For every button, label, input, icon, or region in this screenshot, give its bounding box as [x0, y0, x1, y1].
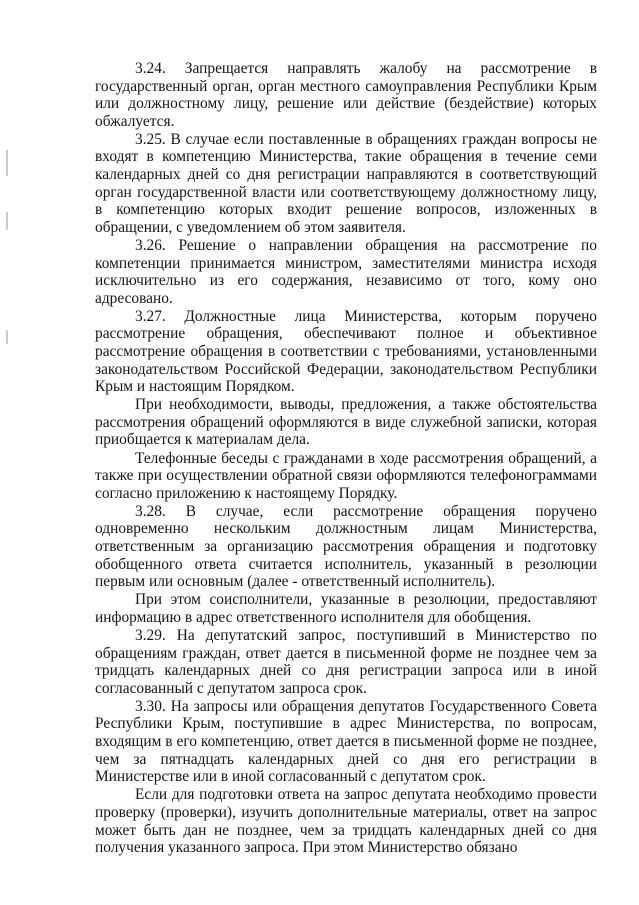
paragraph-3-25: 3.25. В случае если поставленные в обращениях граждан вопросы не входят в компетенцию Министерства, такие обращения в течение семи календарных дней со дня регистрации направляются в соответствующий орган государственной власти или соответствующему должностному лицу, в компетенцию которых входит решение вопросов, изложенных в обращении, с уведомлением об этом заявителя. [95, 130, 597, 236]
paragraph-conclusions: При необходимости, выводы, предложения, а также обстоятельства рассмотрения обращений оформляются в виде служебной записки, которая приобщается к материалам дела. [95, 396, 597, 449]
paragraph-3-29: 3.29. На депутатский запрос, поступивший в Министерство по обращениям граждан, ответ дается в письменной форме не позднее чем за тридцать календарных дней со дня регистрации запроса или в иной согласованный с депутатом запроса срок. [95, 627, 597, 697]
scan-edge-mark [6, 212, 8, 230]
scan-edge-mark [6, 330, 8, 344]
paragraph-3-27: 3.27. Должностные лица Министерства, которым поручено рассмотрение обращения, обеспечивают полное и объективное рассмотрение обращения в соответствии с требованиями, установленными законодательством Российской Федерации, законодательством Республики Крым и настоящим Порядком. [95, 307, 597, 396]
paragraph-3-28: 3.28. В случае, если рассмотрение обращения поручено одновременно нескольким должностным лицам Министерства, ответственным за организацию рассмотрения обращения и подготовку обобщенного ответа считается исполнитель, указанный в резолюции первым или основным (далее - ответственный исполнитель). [95, 502, 597, 591]
paragraph-co-executors: При этом соисполнители, указанные в резолюции, предоставляют информацию в адрес ответственного исполнителя для обобщения. [95, 591, 597, 626]
document-body [95, 60, 597, 857]
paragraph-3-26: 3.26. Решение о направлении обращения на рассмотрение по компетенции принимается министром, заместителями министра исходя исключительно из его содержания, независимо от того, кому оно адресовано. [95, 236, 597, 307]
paragraph-3-24: 3.24. Запрещается направлять жалобу на рассмотрение в государственный орган, орган местного самоуправления Республики Крым или должностному лицу, решение или действие (бездействие) которых обжалуется. [95, 60, 597, 130]
paragraph-phone-conversations: Телефонные беседы с гражданами в ходе рассмотрения обращений, а также при осуществлении обратной связи оформляются телефонограммами согласно приложению к настоящему Порядку. [95, 449, 597, 502]
paragraph-deputy-request-check: Если для подготовки ответа на запрос депутата необходимо провести проверку (проверки), изучить дополнительные материалы, ответ на запрос может быть дан не позднее, чем за тридцать календарных дней со дня получения указанного запроса. При этом Министерство обязано [95, 786, 597, 857]
scan-edge-mark [6, 150, 8, 176]
paragraph-3-30: 3.30. На запросы или обращения депутатов Государственного Совета Республики Крым, поступившие в адрес Министерства, по вопросам, входящим в его компетенцию, ответ дается в письменной форме не позднее, чем за пятнадцать календарных дней со дня его регистрации в Министерстве или в иной согласованный с депутатом срок. [95, 697, 597, 786]
